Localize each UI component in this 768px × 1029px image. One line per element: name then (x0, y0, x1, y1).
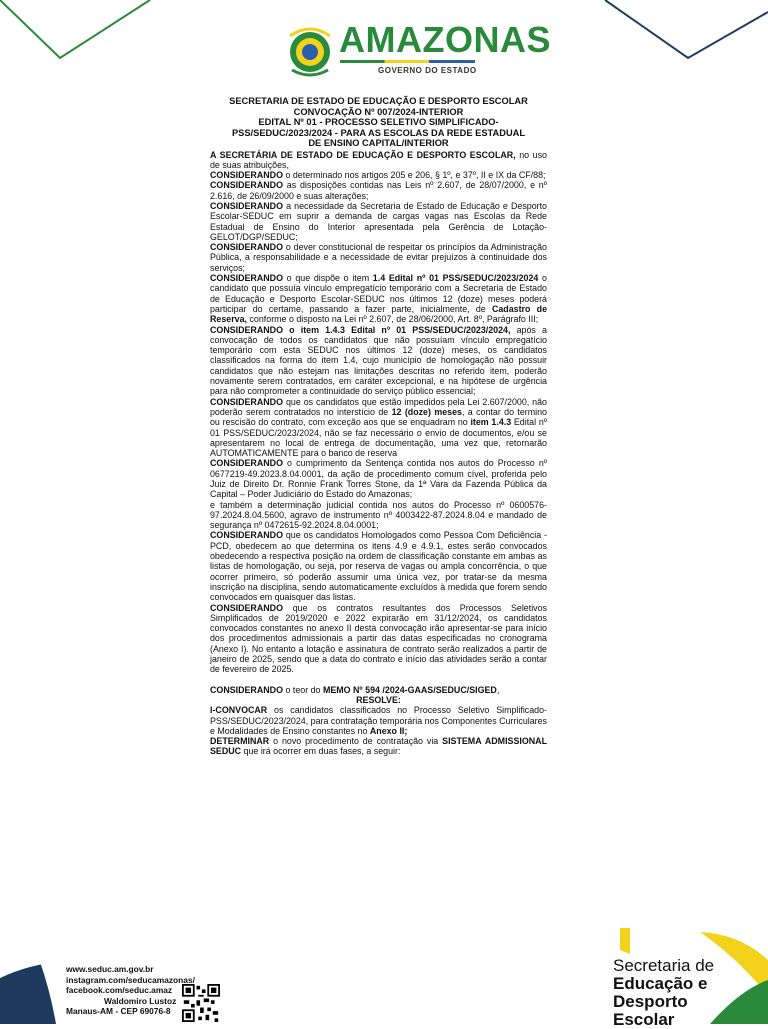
title-line: SECRETARIA DE ESTADO DE EDUCAÇÃO E DESPORTO ESCOLAR (229, 96, 528, 106)
address-line: Waldomiro Lustoz (104, 995, 177, 1006)
paragraph: A SECRETÁRIA DE ESTADO DE EDUCAÇÃO E DESPORTO ESCOLAR, no uso de suas atribuições, (210, 149, 547, 170)
title-line: EDITAL Nº 01 - PROCESSO SELETIVO SIMPLIFICADO- (258, 117, 499, 127)
paragraph: CONSIDERANDO que os candidatos que estão impedidos pela Lei 2.607/2000, não poderão serem contratados no interstício de 12 (doze) meses, a contar do termino ou rescisão do contrato, com exceção aos que se enquadram no item 1.4.3 Edital nº 01 PSS/SEDUC/2023/2024, não se faz necessário o envio de documentos, e/ou se apresentarem no local de entrega de documentação, uma vez que, retornarão AUTOMATICAMENTE para o banco de reserva (210, 396, 547, 459)
paragraph: CONSIDERANDO o determinado nos artigos 205 e 206, § 1º, e 37º, II e IX da CF/88; (210, 170, 546, 181)
paragraph: CONSIDERANDO o dever constitucional de respeitar os princípios da Administração Pública, a responsabilidade e a necessidade de evitar prejuízos à continuidade dos serviços; (210, 242, 547, 273)
seduc-line: Desporto (613, 992, 688, 1011)
coat-of-arms-logo (282, 22, 338, 80)
seduc-line: Escolar (613, 1010, 675, 1029)
title-line: CONVOCAÇÃO Nº 007/2024-INTERIOR (293, 106, 464, 117)
facebook-link[interactable]: facebook.com/seduc.amaz (66, 985, 173, 995)
brand-rule (340, 60, 475, 63)
seduc-logo-text (613, 957, 714, 1029)
paragraph: CONSIDERANDO o item 1.4.3 Edital nº 01 PSS/SEDUC/2023/2024, após a convocação de todos os candidatos que não possuíam vínculo empregatício temporário com esta SEDUC nos últimos 12 (doze) meses, os candidatos classificados na forma do item 1.4, cujo município de homologação não possuir candidatos que não estejam nas limitações descritas no referido item, poderão novamente serem contratados, em caráter excepcional, e na hipótese de urgência para não comprometer a continuidade do serviço público essencial; (210, 324, 547, 397)
paragraph: CONSIDERANDO que os contratos resultantes dos Processos Seletivos Simplificados de 2019/2020 e 2022 expirarão em 31/12/2024, os candidatos convocados constantes no anexo II desta convocação irão apresentar-se para início dos procedimentos admissionais a partir das datas especificadas no cronograma (Anexo I). No entanto a lotação e assinatura de contrato serão realizados a partir de janeiro de 2025, sendo que a data do contrato e início das atividades serão a contar de fevereiro de 2025. (210, 602, 547, 675)
seduc-line: Secretaria de (613, 956, 715, 975)
document-body (210, 96, 547, 757)
paragraph: CONSIDERANDO que os candidatos Homologados como Pessoa Com Deficiência -PCD, obedecem ao que determina os itens 4.9 e 4.9.1, estes serão convocados obedecendo a respectiva posição na ordem de classificação constante em ambas as listas de homologação, ou seja, por reserva de vagas ou ampla concorrência, o que ocorrer primeiro, só poderão assumir uma única vez, por tratar-se da mesma inscrição na disciplina, sendo automaticamente excluídos à medida que forem sendo convocados em quaisquer das listas. (210, 530, 547, 603)
cep-line: Manaus-AM - CEP 69076-8 (66, 1006, 171, 1016)
title-line: PSS/SEDUC/2023/2024 - PARA AS ESCOLAS DA REDE ESTADUAL (231, 127, 526, 138)
footer-contacts (66, 964, 195, 1017)
seduc-line: Educação e (613, 974, 708, 993)
paragraph: e também a determinação judicial contida nos autos do Processo nº 0600576-97.2024.8.04.5600, agravo de instrumento nº 4003422-87.2024.8.04 e mandado de segurança nº 0472615-92.2024.8.04.0001; (210, 499, 547, 531)
paragraph: I-CONVOCAR os candidatos classificados no Processo Seletivo Simplificado-PSS/SEDUC/2023/2024, para contratação temporária nos Componentes Curriculares e Modalidades de Ensino constantes no Anexo II; (210, 705, 547, 736)
resolve-heading: RESOLVE: (356, 694, 401, 705)
instagram-link[interactable]: instagram.com/seducamazonas/ (66, 974, 195, 985)
title-line: DE ENSINO CAPITAL/INTERIOR (308, 138, 449, 148)
paragraph: CONSIDERANDO o teor do MEMO Nº 594 /2024-GAAS/SEDUC/SIGED, (210, 684, 500, 695)
qr-code-icon (182, 984, 220, 1022)
paragraph: CONSIDERANDO o que dispõe o item 1.4 Edital nº 01 PSS/SEDUC/2023/2024 o candidato que possuía vínculo empregatício temporário com a Secretaria de Estado de Educação e Desporto Escolar-SEDUC nos últimos 12 (doze) meses poderá participar do certame, passando a fazer parte, inicialmente, de Cadastro de Reserva, conforme o disposto na Lei nº 2.607, de 28/06/2000, Art. 8º, Parágrafo III; (210, 273, 548, 325)
brand-subtitle: GOVERNO DO ESTADO (378, 66, 477, 75)
paragraph: DETERMINAR o novo procedimento de contratação via SISTEMA ADMISSIONAL SEDUC que irá ocorrer em duas fases, a seguir: (210, 736, 547, 757)
paragraph: CONSIDERANDO a necessidade da Secretaria de Estado de Educação e Desporto Escolar-SEDUC em suprir a demanda de cargas vagas nas Escolas da Rede Estadual de Ensino do Interior apresentada pela Gerência de Lotação-GELOT/DGP/SEDUC; (210, 200, 547, 242)
paragraph: CONSIDERANDO as disposições contidas nas Leis nº 2.607, de 28/07/2000, e nº 2.616, de 26/09/2000 e suas alterações; (210, 180, 547, 201)
paragraph: CONSIDERANDO o cumprimento da Sentença contida nos autos do Processo nº 0677219-49.2023.8.04.0001, da ação de procedimento comum cível, proferida pelo Juiz de Direito Dr. Ronnie Frank Torres Stone, da 1ª Vara da Fazenda Pública da Capital – Poder Judiciário do Estado do Amazonas; (210, 458, 547, 500)
document-title (210, 96, 547, 149)
website-link[interactable]: www.seduc.am.gov.br (66, 964, 154, 974)
brand-title: AMAZONAS (339, 19, 551, 60)
